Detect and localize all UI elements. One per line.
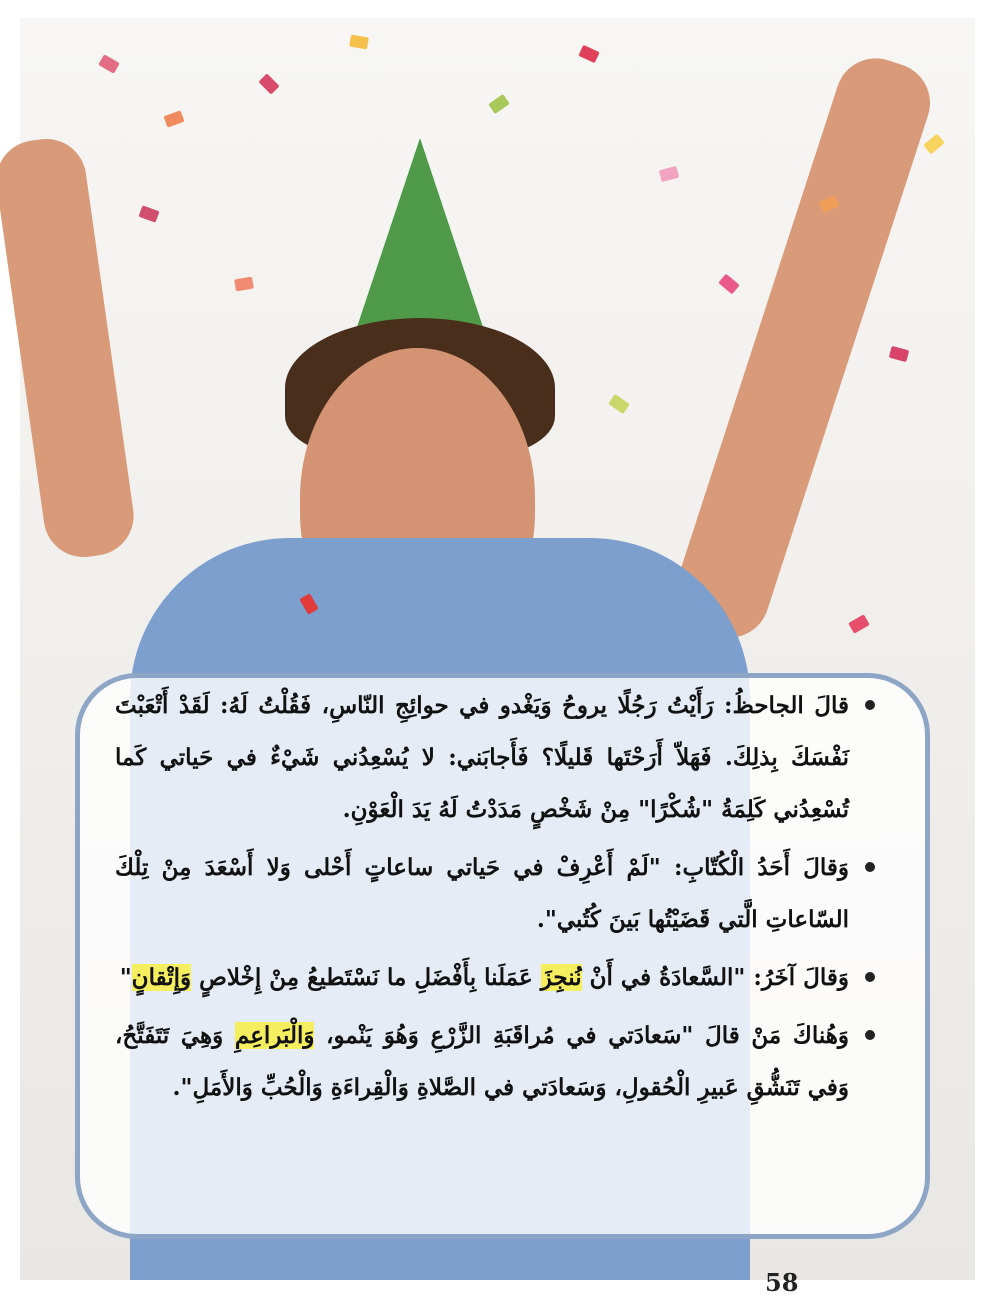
confetti [234,277,254,292]
confetti [98,54,120,73]
highlighted-word: نُنجِزَ [540,964,582,991]
bullet-icon [865,972,875,982]
bullet-icon [865,700,875,710]
bullet-icon [865,862,875,872]
confetti [258,73,279,94]
confetti [659,166,679,182]
paragraph-1 [115,680,875,836]
highlighted-word: وَإِتْقانٍ [131,964,192,991]
paragraph-list [115,680,875,1120]
left-arm [0,134,139,562]
paragraph-2 [115,842,875,946]
paragraph-text: وَقالَ أَحَدُ الْكُتّابِ: "لَمْ أَعْرِفْ في حَياتي ساعاتٍ أَحْلى وَلا أَسْعَدَ مِنْ تِلْكَ السّاعاتِ الَّتي قَضَيْتُها بَينَ كُتُبي". [115,854,849,933]
paragraph-text: عَمَلَنا بِأَفْضَلِ ما نَسْتَطيعُ مِنْ إِخْلاصٍ [191,964,541,991]
paragraph-4 [115,1010,875,1114]
paragraph-text: وَهِيَ تَتَفَتَّحُ، وَفي تَنَشُّقِ عَبيرِ الْحُقولِ، وَسَعادَتي في الصَّلاةِ وَالْقِراءَةِ وَالْحُبِّ وَالأَمَلِ". [115,1022,849,1101]
paragraph-text: " [119,964,132,991]
confetti [848,614,870,633]
paragraph-text: وَقالَ آخَرُ: "السَّعادَةُ في أَنْ [581,964,849,991]
page-number: 58 [765,1268,799,1297]
party-hat [350,138,490,348]
confetti [349,35,369,50]
confetti [578,45,599,63]
paragraph-text: وَهُناكَ مَنْ قالَ "سَعادَتي في مُراقَبَةِ الزَّرْعِ وَهُوَ يَنْمو، [314,1022,850,1049]
confetti [488,94,510,114]
confetti [138,205,159,222]
bullet-icon [865,1030,875,1040]
highlighted-word: وَالْبَراعِمِ [234,1022,315,1049]
confetti [923,134,945,155]
confetti [889,346,909,362]
confetti [608,394,630,414]
paragraph-text: قالَ الجاحظُ: رَأَيْتُ رَجُلًا يروحُ وَيَغْدو في حوائِجِ النّاسِ، فَقُلْتُ لَهُ: لَقَدْ أَتْعَبْتَ نَفْسَكَ بِذلِكَ. فَهَلاّ أَرَحْتَها قَليلًا؟ فَأَجابَني: لا يُسْعِدُني شَيْءٌ في حَياتي كَما تُسْعِدُني كَلِمَةُ "شُكْرًا" مِنْ شَخْصٍ مَدَدْتُ لَهُ يَدَ الْعَوْنِ. [115,692,849,823]
paragraph-3 [115,952,875,1004]
confetti [163,110,184,127]
confetti [718,274,740,295]
